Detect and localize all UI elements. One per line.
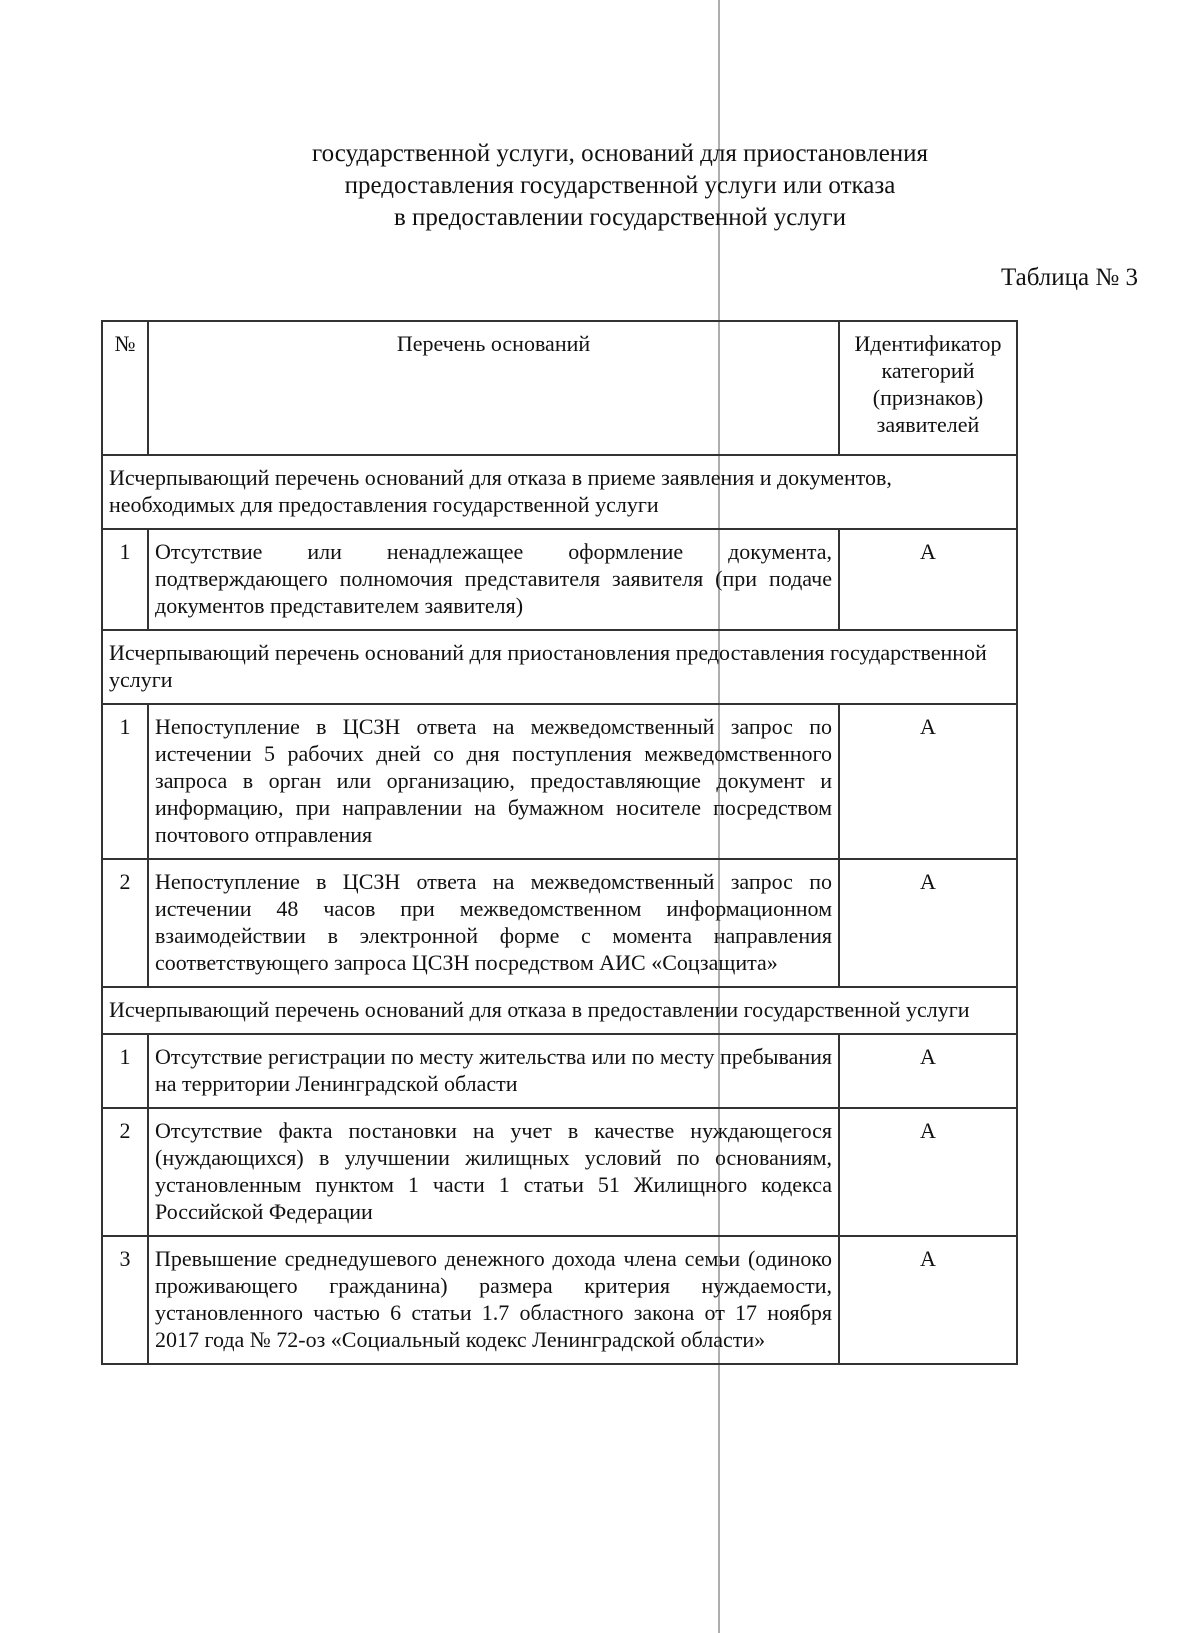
- table-row: [102, 859, 1017, 987]
- grounds-table: [101, 320, 1018, 1365]
- row-reason: Непоступление в ЦСЗН ответа на межведомственный запрос по истечении 5 рабочих дней со дня поступления межведомственного запроса в орган или организацию, предоставляющие документ и информацию, при направлении на бумажном носителе посредством почтового отправления: [148, 704, 839, 859]
- row-reason: Отсутствие или ненадлежащее оформление документа, подтверждающего полномочия представителя заявителя (при подаче документов представителем заявителя): [148, 529, 839, 630]
- header-reasons: Перечень оснований: [148, 321, 839, 455]
- header-num: №: [102, 321, 148, 455]
- row-identifier: А: [839, 859, 1017, 987]
- row-identifier: А: [839, 1236, 1017, 1364]
- section-title: Исчерпывающий перечень оснований для отказа в приеме заявления и документов, необходимых для предоставления государственной услуги: [102, 455, 1017, 529]
- table-label: Таблица № 3: [1000, 264, 1138, 291]
- section-row: [102, 455, 1017, 529]
- document-title: [260, 138, 980, 234]
- row-num: 3: [102, 1236, 148, 1364]
- section-row: [102, 987, 1017, 1034]
- row-num: 2: [102, 1108, 148, 1236]
- row-identifier: А: [839, 1108, 1017, 1236]
- row-num: 1: [102, 529, 148, 630]
- row-reason: Непоступление в ЦСЗН ответа на межведомственный запрос по истечении 48 часов при межведомственном информационном взаимодействии в электронной форме с момента направления соответствующего запроса ЦСЗН посредством АИС «Соцзащита»: [148, 859, 839, 987]
- row-reason: Отсутствие регистрации по месту жительства или по месту пребывания на территории Ленинградской области: [148, 1034, 839, 1108]
- section-row: [102, 630, 1017, 704]
- row-identifier: А: [839, 529, 1017, 630]
- title-line: государственной услуги, оснований для приостановления: [311, 140, 929, 167]
- section-title: Исчерпывающий перечень оснований для приостановления предоставления государственной услуги: [102, 630, 1017, 704]
- row-num: 1: [102, 1034, 148, 1108]
- table-row: [102, 1236, 1017, 1364]
- table-row: [102, 1034, 1017, 1108]
- title-line: предоставления государственной услуги или отказа: [344, 172, 896, 199]
- header-identifier: Идентификатор категорий (признаков) заявителей: [839, 321, 1017, 455]
- section-title: Исчерпывающий перечень оснований для отказа в предоставлении государственной услуги: [102, 987, 1017, 1034]
- table-row: [102, 704, 1017, 859]
- title-line: в предоставлении государственной услуги: [393, 204, 847, 231]
- row-reason: Превышение среднедушевого денежного дохода члена семьи (одиноко проживающего гражданина) размера критерия нуждаемости, установленного частью 6 статьи 1.7 областного закона от 17 ноября 2017 года № 72-оз «Социальный кодекс Ленинградской области»: [148, 1236, 839, 1364]
- table-row: [102, 529, 1017, 630]
- row-reason: Отсутствие факта постановки на учет в качестве нуждающегося (нуждающихся) в улучшении жилищных условий по основаниям, установленным пунктом 1 части 1 статьи 51 Жилищного кодекса Российской Федерации: [148, 1108, 839, 1236]
- row-num: 2: [102, 859, 148, 987]
- row-identifier: А: [839, 704, 1017, 859]
- table-header-row: [102, 321, 1017, 455]
- row-num: 1: [102, 704, 148, 859]
- table-row: [102, 1108, 1017, 1236]
- row-identifier: А: [839, 1034, 1017, 1108]
